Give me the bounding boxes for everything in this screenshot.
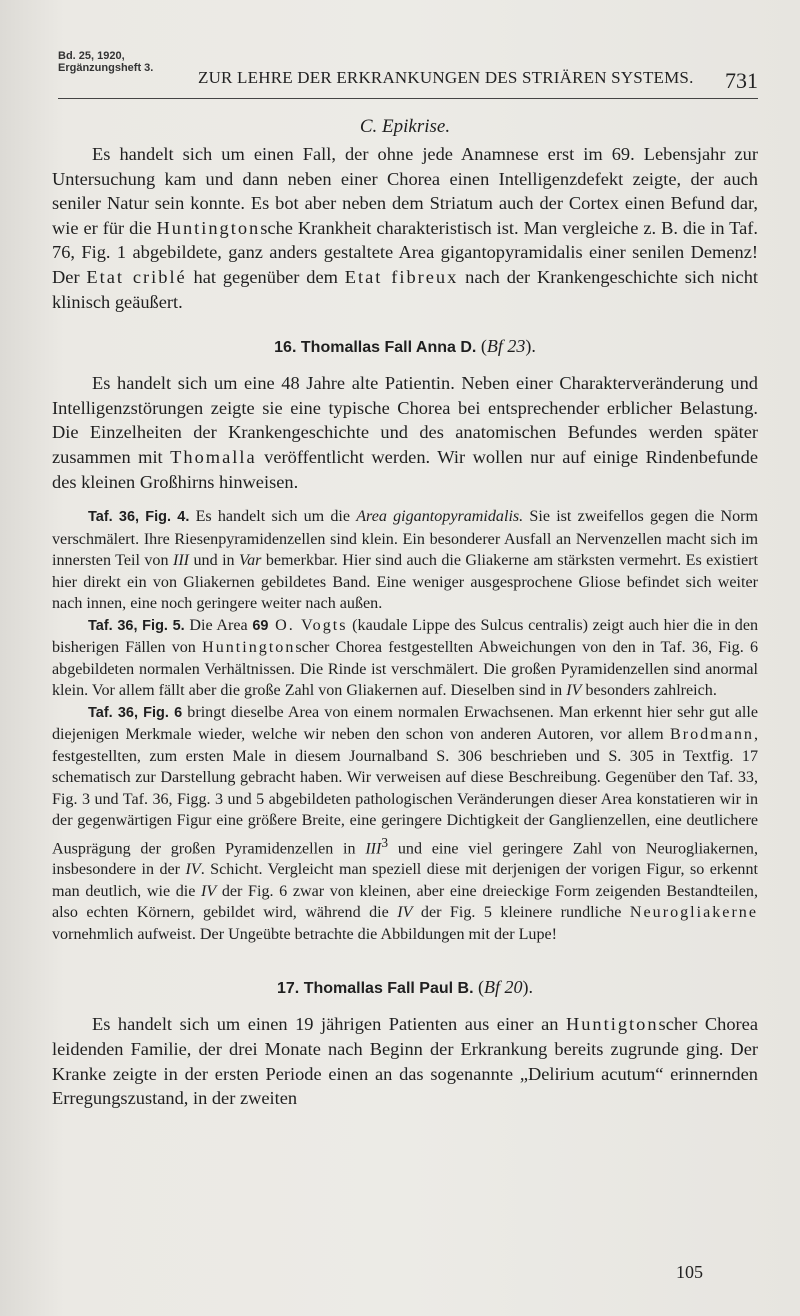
text-run: . Schicht. Vergleicht man speziell diese mit derjenigen der vorigen Figur, so erkennt man deutlich, wie die [52,861,758,900]
text-run: der Fig. 6 zwar von kleinen, aber eine dreieckige Form zeigenden Bestandteilen, also echten Körnern, gebildet wird, während die [52,882,758,922]
spacer [52,945,758,955]
signature-number: 105 [676,1262,703,1282]
layer-label: III [172,552,190,570]
epikrise-paragraph [52,142,758,314]
ref-open: ( [480,336,487,357]
journal-volume-info [58,50,153,74]
text-run: Sie ist zweifellos gegen die Norm verschmälert. Ihre Riesenpyramidenzellen sind klein. Ein besonderer Ausfall an Nervenzellen macht sich im innersten Teil von [52,508,758,570]
superscript: 3 [381,834,389,850]
text-run: der Fig. 5 kleinere rundliche [412,904,630,922]
text-run: Es handelt sich um einen 19 jährigen Patienten aus einer an [92,1014,566,1035]
page-number: 731 [725,68,758,93]
text-run: scher Chorea festgestellten Abweichungen von den in Taf. 36, Fig. 6 abgebildeten normalen Verhältnissen. Die Rinde ist verschmälert. Die großen Pyramidenzellen sind anormal klein. Vor allem fällt aber die große Zahl von Gliakernen auf. Dieselben sind in [52,639,758,700]
layer-label: IV [185,861,201,879]
layer-label: IV [397,904,413,922]
author-name: Huntington [202,639,296,657]
figure-6-description [52,702,758,946]
figure-4-description [52,506,758,615]
ref-close: ). [525,336,536,357]
layer-label: III [365,839,382,857]
text-run: bemerkbar. Hier sind auch die Gliakerne am stärksten vermehrt. Es existiert hier direkt ein von Gliakernen gebildetes Band. Eine weniger ausgesprochene Gliose befindet sich weiter nach innen, eine noch geringere weiter nach außen. [52,552,759,613]
case-title: Thomallas Fall Paul B. [303,980,474,998]
figure-reference: Taf. 36, Fig. 4. [88,509,190,526]
running-title: ZUR LEHRE DER ERKRANKUNGEN DES STRIÄREN SYSTEMS. [198,68,694,87]
text-run: Es handelt sich um die [189,508,357,526]
text-run: (kaudale Lippe des Sulcus centralis) zeigt auch hier die in den bisherigen Fällen von [52,616,759,657]
layer-label: IV [201,882,217,900]
case-number: 17. [276,980,300,998]
figure-reference: Taf. 36, Fig. 6 [88,704,183,721]
text-run: vornehmlich aufweist. Der Ungeübte betrachte die Abbildungen mit der Lupe! [52,925,558,943]
term: Area gigantopyramidalis. [356,508,524,526]
case-reference: Bf 20 [484,977,523,998]
author-name: Huntigton [565,1014,659,1035]
author-name: O. Vogts [268,616,348,634]
case-reference: Bf 23 [486,336,526,357]
layer-label: IV [566,682,582,700]
text-run: , festgestellten, zum ersten Male in diesem Journalband S. 306 beschrieben und S. 305 in Textfig. 17 schematisch zur Darstellung gebracht haben. Wir verweisen auf diese Beschreibung. Gegenüber den Taf. 33, Fig. 3 und Taf. 36, Figg. 3 und 5 abgebildeten pathologischen Veränderungen dieser Area konstatieren wir in der gegenwärtigen Figur eine größere Breite, eine geringere Dichtigkeit der Ganglienzellen, eine deutlichere Ausprägung der großen Pyramidenzellen in [52,726,758,857]
author-name: Thomalla [170,446,257,467]
term: Neurogliakerne [629,904,758,922]
layer-label: Var [239,552,262,570]
ref-open: ( [478,977,485,998]
text-run: veröffentlicht werden. Wir wollen nur auf einige Rindenbefunde des kleinen Großhirns hinweisen. [52,446,758,492]
text-run: scher Chorea leidenden Familie, der drei Monate nach Beginn der Erkrankung bereits zugrunde ging. Der Kranke zeigte in der ersten Periode einen an das sogenannte „Delirium acutum“ erinnernden Erregungszustand, in der zweiten [52,1014,758,1109]
text-run: Die Area [184,616,253,634]
page-body [52,112,758,1111]
text-run: Es handelt sich um einen Fall, der ohne jede Anamnese erst im 69. Lebensjahr zur Untersuchung kam und dann neben einer Chorea einen Intelligenzdefekt zeigte, der auch seniler Natur sein konnte. Es bot aber neben dem Striatum auch der Cortex einen Befund dar, wie er für die [52,144,758,238]
spacer [52,494,758,506]
case-16-heading [52,336,758,357]
running-header [58,50,758,99]
text-run: nach der Krankengeschichte sich nicht klinisch geäußert. [52,266,758,312]
case-title: Thomallas Fall Anna D. [300,339,477,357]
figure-5-description [52,615,758,702]
text-run: Es handelt sich um eine 48 Jahre alte Patientin. Neben einer Charakterveränderung und Intelligenzstörungen zeigte sie eine typische Chorea bei entsprechender erblicher Belastung. Die Einzelheiten der Krankengeschichte und des anatomischen Befundes werden später zusammen mit [52,373,758,467]
text-run: und in [189,552,240,570]
text-run: besonders zahlreich. [581,682,717,700]
case-number: 16. [274,339,297,357]
term: Etat criblé [86,266,187,287]
text-run: hat gegenüber dem [186,266,345,287]
area-number: 69 [252,617,269,634]
text-run: und eine viel geringere Zahl von Neurogliakernen, insbesondere in der [52,839,758,879]
figure-reference: Taf. 36, Fig. 5. [88,617,185,634]
case-16-paragraph [52,371,758,494]
author-name: Brodmann [670,726,754,744]
case-17-paragraph [52,1012,758,1110]
ref-close: ). [522,977,534,998]
author-name: Huntington [156,217,261,238]
text-run: sche Krankheit charakteristisch ist. Man vergleiche z. B. die in Taf. 76, Fig. 1 abgebildete, ganz anders gestaltete Area gigantopyramidalis einer senilen Demenz! Der [52,217,758,287]
text-run: bringt dieselbe Area von einem normalen Erwachsenen. Man erkennt hier sehr gut alle diejenigen Merkmale wieder, welche wir neben den schon von anderen Autoren, vor allem [52,703,759,744]
journal-supplement-line: Ergänzungsheft 3. [58,62,154,74]
term: Etat fibreux [344,266,459,287]
epikrise-heading: C. Epikrise. [359,116,451,137]
journal-volume-line: Bd. 25, 1920, [58,50,125,62]
case-17-heading [52,977,758,998]
